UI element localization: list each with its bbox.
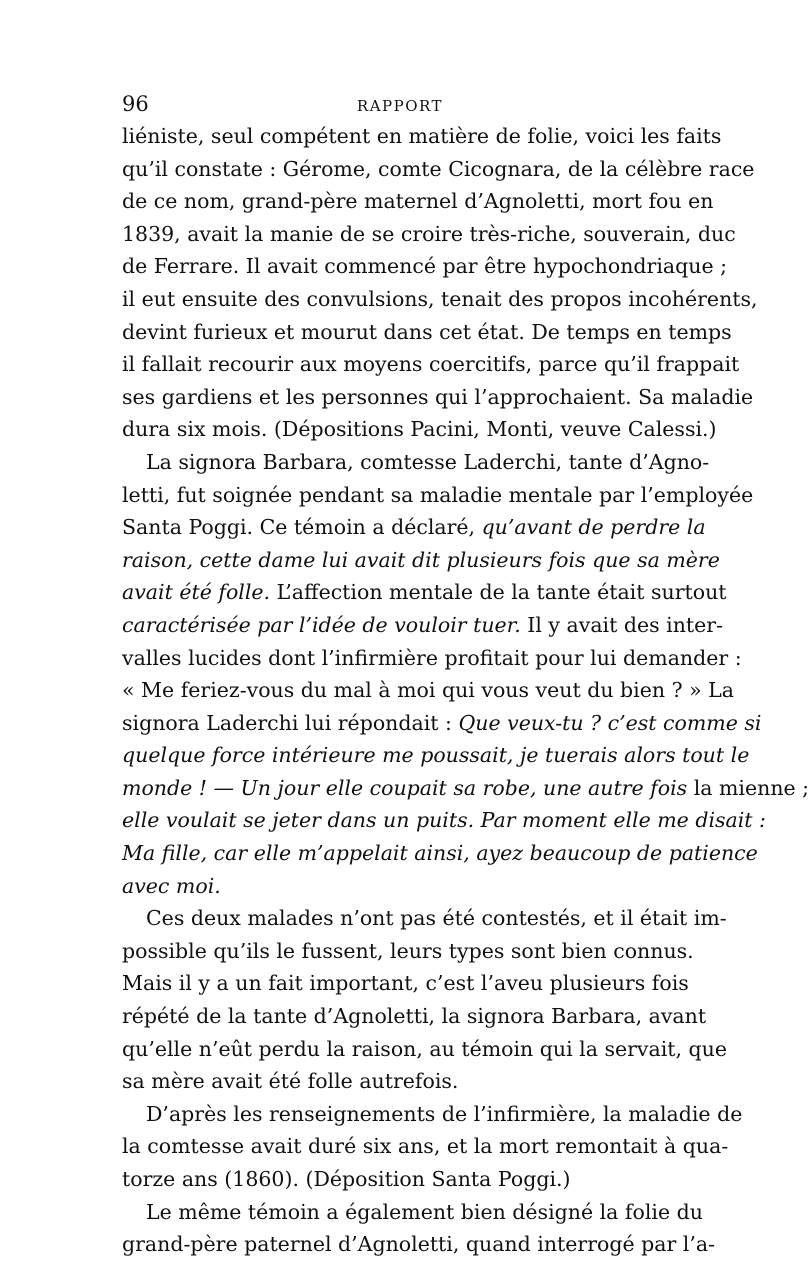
text-line	[122, 250, 728, 283]
text-run: Il y avait des inter-	[520, 612, 724, 637]
text-line	[122, 870, 677, 903]
text-run: qu’il constate : Gérome, comte Cicognara, de la célèbre race	[122, 156, 755, 181]
text-line	[122, 935, 694, 968]
text-run: Santa Poggi. Ce témoin a déclaré,	[122, 515, 482, 540]
text-run: dura six mois. (Dépositions Pacini, Monti, veuve Calessi.)	[122, 417, 717, 442]
text-run: devint furieux et mourut dans cet état. De temps en temps	[122, 319, 732, 344]
text-run: la mienne ;	[687, 775, 809, 800]
text-run-italic: elle voulait se jeter dans un puits. Par moment elle me disait :	[122, 808, 766, 833]
text-line	[122, 707, 762, 740]
text-run: liéniste, seul compétent en matière de folie, voici les faits	[122, 124, 722, 148]
text-run-italic: Que veux-tu ? c’est comme si	[458, 710, 762, 735]
text-run: qu’elle n’eût perdu la raison, au témoin qui la servait, que	[122, 1036, 728, 1061]
text-line	[122, 120, 722, 153]
text-run: la comtesse avait duré six ans, et la mort remontait à qua-	[122, 1134, 729, 1159]
text-run: Mais il y a un fait important, c’est l’aveu plusieurs fois	[122, 971, 689, 996]
text-line	[122, 218, 736, 251]
text-run: « Me feriez-vous du mal à moi qui vous veut du bien ? » La	[122, 678, 734, 703]
text-run-italic: avec moi.	[122, 873, 221, 898]
text-run-italic: raison, cette dame lui avait dit plusieurs fois que sa mère	[122, 547, 720, 572]
text-line	[122, 576, 727, 609]
text-line	[122, 348, 740, 381]
text-line	[122, 772, 809, 805]
text-line	[122, 283, 758, 316]
text-run: de Ferrare. Il avait commencé par être hypochondriaque ;	[122, 254, 728, 279]
text-run: signora Laderchi lui répondait :	[122, 710, 459, 735]
text-run: letti, fut soignée pendant sa maladie mentale par l’employée	[122, 482, 754, 507]
text-line	[122, 511, 706, 544]
text-line	[122, 1130, 729, 1163]
text-line	[122, 544, 720, 577]
text-run: Le même témoin a également bien désigné la folie du	[146, 1199, 703, 1224]
text-run: ses gardiens et les personnes qui l’approchaient. Sa maladie	[122, 384, 754, 409]
text-line	[122, 153, 755, 186]
text-line	[122, 1000, 707, 1033]
body-text	[122, 120, 809, 1261]
text-line	[122, 804, 766, 837]
text-line	[122, 1098, 743, 1131]
text-line	[122, 902, 727, 935]
text-line	[122, 642, 742, 675]
text-run-italic: qu’avant de perdre la	[481, 515, 706, 540]
running-head: RAPPORT	[356, 97, 444, 115]
text-run-italic: Ma fille, car elle m’appelait ainsi, ayez beaucoup de patience	[122, 841, 758, 866]
text-run: il eut ensuite des convulsions, tenait des propos incohérents,	[122, 286, 758, 311]
text-run: La signora Barbara, comtesse Laderchi, tante d’Agno-	[146, 449, 710, 474]
text-line	[122, 1065, 677, 1098]
text-run-italic: quelque force intérieure me poussait, je tuerais alors tout le	[122, 743, 750, 768]
text-line	[122, 1228, 715, 1261]
text-line	[122, 185, 714, 218]
text-run: possible qu’ils le fussent, leurs types sont bien connus.	[122, 938, 694, 963]
text-line	[122, 479, 754, 512]
text-line	[122, 316, 732, 349]
text-run: torze ans (1860). (Déposition Santa Poggi.)	[122, 1167, 571, 1191]
text-run: sa mère avait été folle autrefois.	[122, 1069, 459, 1094]
text-run: il fallait recourir aux moyens coercitifs, parce qu’il frappait	[122, 352, 740, 377]
text-run: grand-père paternel d’Agnoletti, quand interrogé par l’a-	[122, 1232, 715, 1257]
text-run: D’après les renseignements de l’infirmière, la maladie de	[146, 1101, 743, 1126]
page-number: 96	[122, 92, 149, 116]
text-run: 1839, avait la manie de se croire très-riche, souverain, duc	[122, 221, 736, 246]
text-run-italic: avait été folle.	[122, 580, 271, 605]
text-line	[122, 381, 754, 414]
text-run: de ce nom, grand-père maternel d’Agnoletti, mort fou en	[122, 189, 714, 214]
text-run: répété de la tante d’Agnoletti, la signora Barbara, avant	[122, 1004, 707, 1029]
text-line	[122, 1163, 677, 1196]
text-line	[122, 1196, 703, 1229]
text-line	[122, 674, 734, 707]
text-line	[122, 609, 724, 642]
text-line	[122, 739, 750, 772]
text-line	[122, 837, 758, 870]
text-line	[122, 967, 689, 1000]
text-line	[122, 1033, 728, 1066]
text-run: Ces deux malades n’ont pas été contestés, et il était im-	[146, 906, 727, 931]
text-line	[122, 446, 710, 479]
text-line	[122, 413, 717, 446]
text-run: L’affection mentale de la tante était surtout	[270, 580, 727, 605]
text-run-italic: monde ! — Un jour elle coupait sa robe, une autre fois	[122, 775, 688, 800]
text-run: valles lucides dont l’infirmière profitait pour lui demander :	[122, 645, 742, 670]
text-run-italic: caractérisée par l’idée de vouloir tuer.	[122, 612, 521, 637]
